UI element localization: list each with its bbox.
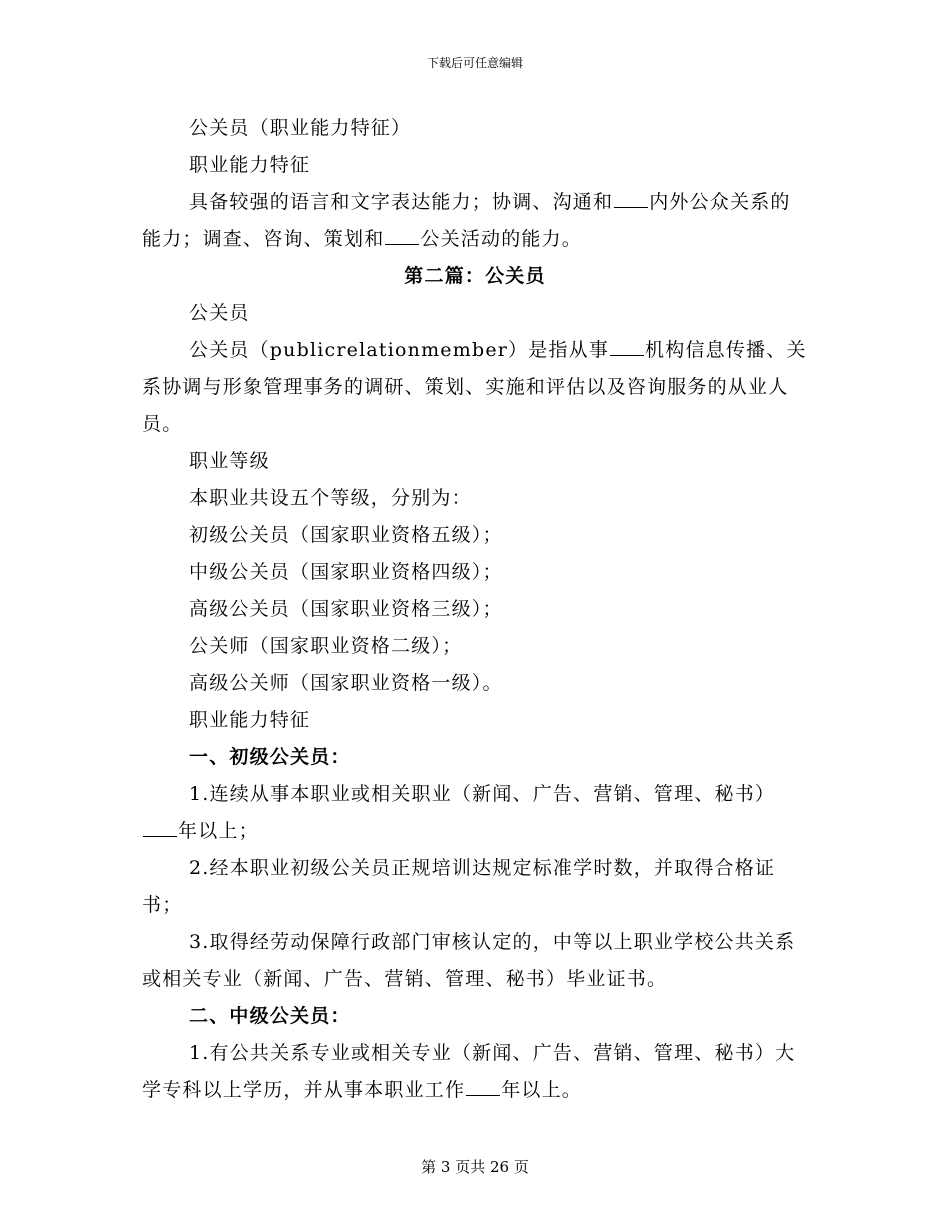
level-item: 高级公关员（国家职业资格三级）； xyxy=(189,598,503,620)
text-segment: 年以上。 xyxy=(501,1079,583,1101)
fill-blank xyxy=(614,189,648,208)
subsection-heading-intermediate: 二、中级公关员： xyxy=(189,1005,351,1027)
text-segment: 1.连续从事本职业或相关职业（新闻、广告、营销、管理、秘书） xyxy=(189,783,776,805)
fill-blank xyxy=(466,1077,500,1096)
paragraph-levels-heading: 职业等级 xyxy=(189,450,270,472)
paragraph-subtitle: 职业能力特征 xyxy=(189,154,311,176)
requirement-item: 2.经本职业初级公关员正规培训达规定标准学时数，并取得合格证书； xyxy=(142,857,776,916)
paragraph-definition xyxy=(142,332,808,443)
fill-blank xyxy=(143,818,177,837)
text-segment: 具备较强的语言和文字表达能力；协调、沟通和 xyxy=(189,191,614,213)
paragraph-title: 公关员（职业能力特征） xyxy=(189,117,412,139)
page-header: 下载后可任意编辑 xyxy=(426,56,523,70)
text-segment: 内外公众关系的能力；调查、咨询、策划和 xyxy=(142,191,791,250)
text-segment: 1.有公共关系专业或相关专业（新闻、广告、营销、管理、秘书）大学专科以上学历，并从事本职业工作 xyxy=(142,1042,796,1101)
subsection-heading-junior: 一、初级公关员： xyxy=(189,746,351,768)
text-segment: 公关员（publicrelationmember）是指从事 xyxy=(189,339,610,361)
level-item: 高级公关师（国家职业资格一级）。 xyxy=(189,672,503,694)
text-segment: 公关活动的能力。 xyxy=(420,228,583,250)
paragraph-levels-intro: 本职业共设五个等级，分别为： xyxy=(189,487,472,509)
level-item: 初级公关员（国家职业资格五级）； xyxy=(189,524,503,546)
section-title: 第二篇：公关员 xyxy=(404,265,546,287)
requirement-item xyxy=(142,1035,808,1109)
fill-blank xyxy=(610,337,644,356)
level-item: 公关师（国家职业资格二级）； xyxy=(189,635,463,657)
paragraph-ability xyxy=(142,184,808,258)
paragraph-heading: 公关员 xyxy=(189,302,250,324)
text-segment: 年以上； xyxy=(178,820,259,842)
paragraph-ability-heading: 职业能力特征 xyxy=(189,709,311,731)
fill-blank xyxy=(385,226,419,245)
requirement-item xyxy=(142,776,808,850)
text-segment: 机构信息传播、关系协调与形象管理事务的调研、策划、实施和评估以及咨询服务的从业人员。 xyxy=(142,339,807,435)
document-body xyxy=(142,110,808,1109)
page-footer: 第 3 页共 26 页 xyxy=(421,1158,529,1176)
level-item: 中级公关员（国家职业资格四级）； xyxy=(189,561,503,583)
requirement-item: 3.取得经劳动保障行政部门审核认定的，中等以上职业学校公共关系或相关专业（新闻、广告、营销、管理、秘书）毕业证书。 xyxy=(142,931,796,990)
